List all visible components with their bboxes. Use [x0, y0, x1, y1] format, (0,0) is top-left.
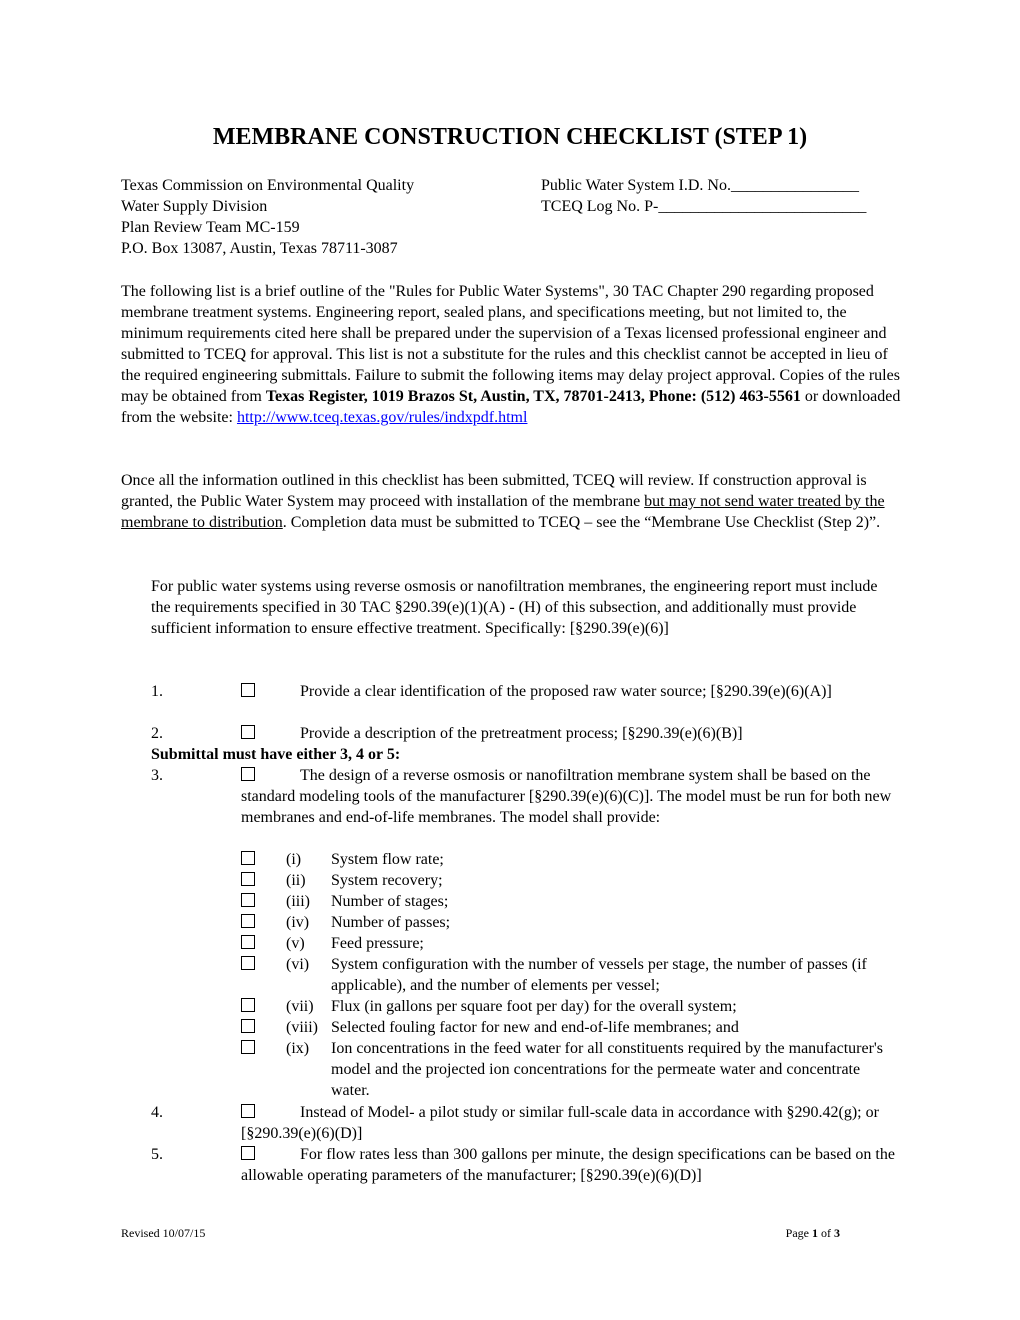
address-line: Water Supply Division: [121, 198, 268, 215]
checkbox[interactable]: [241, 1040, 255, 1054]
subitem: [241, 1017, 901, 1038]
checkbox[interactable]: [241, 998, 255, 1012]
subitem: [241, 870, 901, 891]
checkbox[interactable]: [241, 914, 255, 928]
page-of: of: [818, 1226, 834, 1240]
subitem: [241, 912, 901, 933]
intro-paragraph: [121, 281, 903, 428]
total-pages: 3: [834, 1226, 840, 1240]
subitem: [241, 954, 901, 996]
item-number: 1.: [151, 683, 163, 700]
checklist-item-1: [151, 681, 901, 702]
item-text: Provide a clear identification of the proposed raw water source; [§290.39(e)(6)(A)]: [300, 683, 832, 700]
subitem-text: Flux (in gallons per square foot per day) for the overall system;: [331, 998, 737, 1015]
item-text: Provide a description of the pretreatment process; [§290.39(e)(6)(B)]: [300, 725, 743, 742]
subitem-number: (ix): [286, 1040, 310, 1057]
checkbox[interactable]: [241, 872, 255, 886]
rules-link[interactable]: http://www.tceq.texas.gov/rules/indxpdf.html: [236, 409, 528, 426]
subitem-text: Feed pressure;: [331, 935, 424, 952]
checkbox[interactable]: [241, 956, 255, 970]
intro-text: The following list is a brief outline of the "Rules for Public Water Systems", 30 TAC Chapter 290 regarding proposed membrane treatment systems. Engineering report, sealed plans, and specifications meeting, but not limited to, the minimum requirements cited here shall be prepared under the supervision of a Texas licensed professional engineer and submitted to TCEQ for approval. This list is not a substitute for the rules and this checklist cannot be accepted in lieu of the required engineering submittals. Failure to submit the following items may delay project approval. Copies of the rules may be obtained from: [121, 283, 900, 405]
item-text: For flow rates less than 300 gallons per minute, the design specifications can be based on the allowable operating parameters of the manufacturer; [§290.39(e)(6)(D)]: [241, 1146, 895, 1184]
checklist-item-2: [151, 723, 901, 744]
subitem-text: Selected fouling factor for new and end-of-life membranes; and: [331, 1019, 739, 1036]
pws-id-field[interactable]: [541, 175, 866, 196]
item-text: Instead of Model- a pilot study or similar full-scale data in accordance with §290.42(g); or [§290.39(e)(6)(D)]: [241, 1104, 879, 1142]
page-title: MEMBRANE CONSTRUCTION CHECKLIST (STEP 1): [212, 124, 808, 150]
subitem: [241, 996, 901, 1017]
page-label: Page: [785, 1226, 812, 1240]
checkbox[interactable]: [241, 1146, 255, 1160]
page-number: [786, 1223, 840, 1244]
distribution-warning: but may not send water treated by the membrane to distribution: [121, 493, 885, 531]
checkbox[interactable]: [241, 893, 255, 907]
log-no-blank[interactable]: __________________________: [658, 198, 867, 215]
subitem-number: (vii): [286, 998, 314, 1015]
subitem-text: System recovery;: [331, 872, 443, 889]
subitem: [241, 1038, 901, 1101]
register-address: Texas Register, 1019 Brazos St, Austin, TX, 78701-2413, Phone: (512) 463-5561: [265, 388, 801, 405]
checklist-item-4: [151, 1102, 901, 1144]
checkbox[interactable]: [241, 683, 255, 697]
checkbox[interactable]: [241, 767, 255, 781]
id-fields: [541, 175, 866, 217]
pws-id-blank[interactable]: ________________: [730, 177, 859, 194]
address-line: Plan Review Team MC-159: [121, 219, 300, 236]
item-number: 2.: [151, 725, 163, 742]
checklist-item-5: [151, 1144, 901, 1186]
requirements-paragraph: For public water systems using reverse osmosis or nanofiltration membranes, the engineering report must include the requirements specified in 30 TAC §290.39(e)(1)(A) - (H) of this subsection, and additionally must provide sufficient information to ensure effective treatment. Specifically: [§290.39(e)(6)]: [151, 578, 878, 637]
item-number: 5.: [151, 1146, 163, 1163]
checkbox[interactable]: [241, 935, 255, 949]
subitem: [241, 849, 901, 870]
review-text: . Completion data must be submitted to TCEQ – see the “Membrane Use Checklist (Step 2)”.: [282, 514, 881, 531]
address-line: P.O. Box 13087, Austin, Texas 78711-3087: [121, 240, 398, 257]
checklist-item-3: [151, 765, 901, 828]
subitem-text: Number of passes;: [331, 914, 451, 931]
address-block: [121, 175, 414, 259]
checkbox[interactable]: [241, 725, 255, 739]
review-paragraph: [121, 470, 903, 533]
checkbox[interactable]: [241, 1019, 255, 1033]
checkbox[interactable]: [241, 1104, 255, 1118]
item-number: 3.: [151, 767, 163, 784]
subitem-number: (ii): [286, 872, 306, 889]
subitem-number: (iv): [286, 914, 310, 931]
subitem: [241, 933, 901, 954]
subitem-text: System flow rate;: [331, 851, 444, 868]
either-heading: Submittal must have either 3, 4 or 5:: [151, 746, 401, 763]
intro-text: or downloaded from the website:: [121, 388, 901, 426]
revised-date: Revised 10/07/15: [121, 1226, 206, 1240]
item-text: The design of a reverse osmosis or nanofiltration membrane system shall be based on the standard modeling tools of the manufacturer [§290.39(e)(6)(C)]. The model must be run for both new membranes and end-of-life membranes. The model shall provide:: [241, 767, 892, 826]
checkbox[interactable]: [241, 851, 255, 865]
log-no-field[interactable]: [541, 196, 866, 217]
review-text: Once all the information outlined in this checklist has been submitted, TCEQ will review. If construction approval is granted, the Public Water System may proceed with installation of the membrane: [121, 472, 867, 510]
item-number: 4.: [151, 1104, 163, 1121]
subitem-number: (i): [286, 851, 302, 868]
subitem-text: Number of stages;: [331, 893, 449, 910]
current-page: 1: [812, 1226, 818, 1240]
subitem: [241, 891, 901, 912]
address-line: Texas Commission on Environmental Quality: [121, 177, 415, 194]
subitem-number: (v): [286, 935, 305, 952]
subitem-text: Ion concentrations in the feed water for all constituents required by the manufacturer's model and the projected ion concentrations for the permeate water and concentrate water.: [331, 1040, 884, 1099]
pws-id-label: Public Water System I.D. No.: [541, 177, 731, 194]
subitem-text: System configuration with the number of vessels per stage, the number of passes (if applicable), and the number of elements per vessel;: [331, 956, 867, 994]
subitem-number: (viii): [286, 1019, 318, 1036]
subitem-number: (iii): [286, 893, 310, 910]
subitem-number: (vi): [286, 956, 310, 973]
log-no-label: TCEQ Log No. P-: [541, 198, 659, 215]
